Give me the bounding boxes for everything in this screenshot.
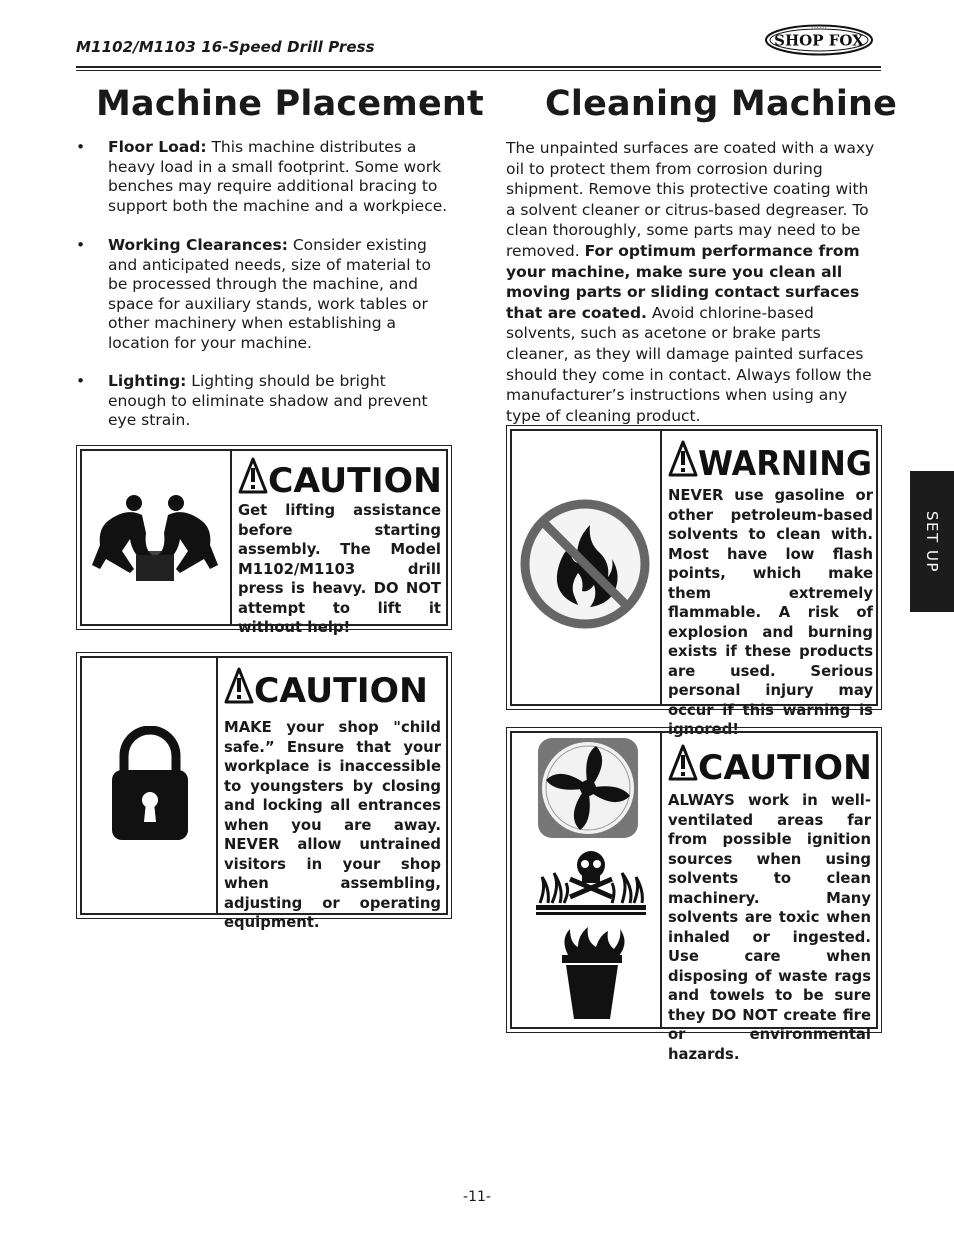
svg-text:SHOP FOX: SHOP FOX bbox=[774, 31, 864, 50]
paragraph-text: The unpainted surfaces are coated with a waxy oil to protect them from corrosion during shipment. Remove this protective coating with a solvent cleaner or citrus-based degreaser. To clean thoroughly, some parts may need to be removed. bbox=[506, 139, 875, 260]
burning-waste-bin-icon bbox=[556, 925, 628, 1025]
ventilation-fan-icon bbox=[536, 736, 640, 844]
bullet-text: Consider existing and anticipated needs, size of material to be processed through the machine, and space for auxiliary stands, work tables or other machinery when establishing a location for your machine. bbox=[108, 236, 432, 352]
box-divider bbox=[660, 733, 662, 1027]
box-divider bbox=[216, 658, 218, 913]
caution-signal bbox=[224, 666, 430, 708]
padlock-icon bbox=[110, 726, 190, 846]
box-divider bbox=[230, 451, 232, 624]
caution-text: Get lifting assistance before starting assembly. The Model M1102/M1103 drill press is heavy. DO NOT attempt to lift it without help! bbox=[238, 502, 441, 636]
caution-signal bbox=[668, 743, 874, 785]
bullet-label: Lighting: bbox=[108, 372, 187, 390]
warning-box-solvents bbox=[506, 425, 882, 738]
caution-text: ALWAYS work in well-ventilated areas far from possible ignition sources when using solvents to clean machinery. Many solvents are toxic when inhaled or ingested. Use care when disposing of waste rags and towels to be sure they DO NOT create fire or environmental hazards. bbox=[668, 792, 871, 1063]
bullet-working-clearances: • Working Clearances: Consider existing and anticipated needs, size of material to be processed through the machine, and space for auxiliary stands, work tables or other machinery when establishing a location for your machine. bbox=[76, 236, 432, 352]
caution-signal bbox=[238, 456, 444, 498]
no-fire-icon bbox=[518, 497, 652, 635]
toxic-skull-icon bbox=[536, 847, 646, 921]
caution-box-child-safe bbox=[76, 652, 452, 931]
svg-text:WARNING: WARNING bbox=[698, 444, 872, 481]
svg-text:CAUTION: CAUTION bbox=[698, 748, 872, 785]
bullet-lighting: • Lighting: Lighting should be bright enough to eliminate shadow and prevent eye strain. bbox=[76, 372, 428, 429]
bullet-label: Working Clearances: bbox=[108, 236, 288, 254]
page-number: -11- bbox=[463, 1189, 491, 1205]
side-tab-label: SET UP bbox=[923, 510, 941, 573]
bullet-label: Floor Load: bbox=[108, 138, 207, 156]
header-rule-thin bbox=[76, 70, 881, 71]
two-person-lift-icon bbox=[86, 493, 224, 591]
bullet-text: This machine distributes a heavy load in a small footprint. Some work benches may require additional bracing to support both the machine and a workpiece. bbox=[108, 138, 448, 215]
section-title-machine-placement: Machine Placement bbox=[96, 84, 484, 124]
box-divider bbox=[660, 431, 662, 704]
svg-text:CAUTION: CAUTION bbox=[268, 461, 442, 498]
paragraph-text: Avoid chlorine-based solvents, such as acetone or brake parts cleaner, as they will damage painted surfaces should they come in contact. Always follow the manufacturer’s instructions when using any type of cleaning product. bbox=[506, 303, 872, 425]
warning-text: NEVER use gasoline or other petroleum-based solvents to clean with. Most have low flash points, which make them extremely flammable. A risk of explosion and burning exists if these products are used. Serious personal injury may occur if this warning is ignored! bbox=[668, 487, 873, 738]
header-rule bbox=[76, 66, 881, 68]
bullet-floor-load: • Floor Load: This machine distributes a heavy load in a small footprint. Some work benches may require additional bracing to support both the machine and a workpiece. bbox=[76, 138, 448, 215]
shop-fox-logo bbox=[764, 24, 874, 56]
svg-text:• • • • • •: • • • • • • bbox=[811, 25, 827, 30]
caution-box-ventilation bbox=[506, 727, 882, 1063]
bullet-text: Lighting should be bright enough to eliminate shadow and prevent eye strain. bbox=[108, 372, 428, 429]
paragraph-bold-text: For optimum performance from your machine, make sure you clean all moving parts or sliding contact surfaces that are coated. bbox=[506, 241, 860, 322]
caution-text: MAKE your shop "child safe.” Ensure that your workplace is inaccessible to youngsters by closing and locking all entrances when you are away. NEVER allow untrained visitors in your shop when assembling, adjusting or operating equipment. bbox=[224, 719, 441, 931]
cleaning-paragraph bbox=[506, 138, 880, 426]
svg-text:CAUTION: CAUTION bbox=[254, 671, 428, 708]
caution-box-lifting bbox=[76, 445, 452, 636]
section-side-tab bbox=[910, 471, 954, 612]
header-title: M1102/M1103 16-Speed Drill Press bbox=[76, 38, 375, 56]
warning-signal bbox=[668, 439, 874, 481]
section-title-cleaning-machine: Cleaning Machine bbox=[545, 84, 898, 124]
